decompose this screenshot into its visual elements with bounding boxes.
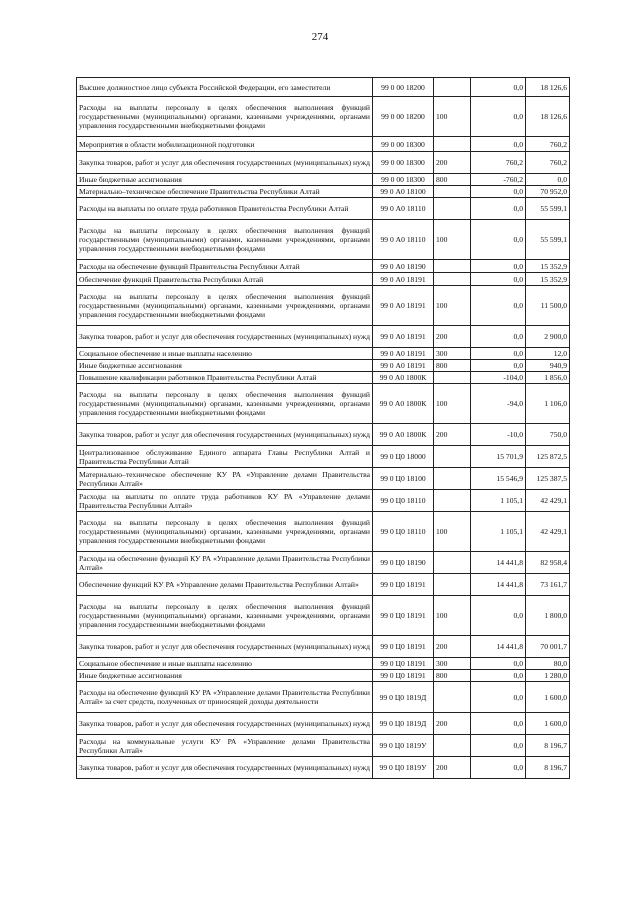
expense-type-cell bbox=[434, 372, 471, 384]
expense-name-cell: Иные бюджетные ассигнования bbox=[77, 360, 373, 372]
change-amount-cell: 0,0 bbox=[471, 186, 526, 198]
expense-name-cell: Централизованное обслуживание Единого аппарата Главы Республики Алтай и Правительства Республики Алтай bbox=[77, 446, 373, 468]
expense-name-cell: Расходы на выплаты персоналу в целях обеспечения выполнения функций государственными (муниципальными) органами, казенными учреждениями, органами управления государственными внебюджетными фондами bbox=[77, 220, 373, 260]
target-article-cell: 99 0 А0 18190 bbox=[373, 260, 434, 273]
total-amount-cell: 15 352,9 bbox=[526, 260, 570, 273]
expense-type-cell: 800 bbox=[434, 174, 471, 186]
change-amount-cell: 760,2 bbox=[471, 152, 526, 174]
target-article-cell: 99 0 Ц0 1819Д bbox=[373, 682, 434, 713]
expense-type-cell: 200 bbox=[434, 757, 471, 779]
table-row bbox=[77, 152, 570, 174]
page-number: 274 bbox=[311, 31, 329, 43]
change-amount-cell: -760,2 bbox=[471, 174, 526, 186]
expense-name-cell: Социальное обеспечение и иные выплаты населению bbox=[77, 658, 373, 670]
table-row bbox=[77, 713, 570, 735]
total-amount-cell: 55 599,1 bbox=[526, 198, 570, 220]
expense-type-cell: 200 bbox=[434, 326, 471, 348]
target-article-cell: 99 0 А0 1800К bbox=[373, 372, 434, 384]
expense-type-cell: 100 bbox=[434, 97, 471, 137]
budget-table-body bbox=[77, 78, 570, 779]
expense-name-cell: Закупка товаров, работ и услуг для обеспечения государственных (муниципальных) нужд bbox=[77, 713, 373, 735]
target-article-cell: 99 0 А0 1800К bbox=[373, 384, 434, 424]
target-article-cell: 99 0 Ц0 1819Д bbox=[373, 713, 434, 735]
total-amount-cell: 15 352,9 bbox=[526, 273, 570, 286]
expense-type-cell bbox=[434, 78, 471, 97]
expense-name-cell: Расходы на обеспечение функций Правительства Республики Алтай bbox=[77, 260, 373, 273]
expense-name-cell: Расходы на выплаты персоналу в целях обеспечения выполнения функций государственными (муниципальными) органами, казенными учреждениями, органами управления государственными внебюджетными фондами bbox=[77, 596, 373, 636]
table-row bbox=[77, 326, 570, 348]
expense-name-cell: Мероприятия в области мобилизационной подготовки bbox=[77, 137, 373, 152]
total-amount-cell: 760,2 bbox=[526, 137, 570, 152]
expense-type-cell: 300 bbox=[434, 658, 471, 670]
change-amount-cell: 14 441,8 bbox=[471, 552, 526, 574]
table-row bbox=[77, 273, 570, 286]
target-article-cell: 99 0 Ц0 18191 bbox=[373, 574, 434, 596]
target-article-cell: 99 0 Ц0 18191 bbox=[373, 636, 434, 658]
target-article-cell: 99 0 А0 18191 bbox=[373, 286, 434, 326]
total-amount-cell: 8 196,7 bbox=[526, 735, 570, 757]
expense-name-cell: Расходы на обеспечение функций КУ РА «Управление делами Правительства Республики Алтай» за счет средств, полученных от приносящей доходы деятельности bbox=[77, 682, 373, 713]
table-row bbox=[77, 670, 570, 682]
expense-type-cell bbox=[434, 186, 471, 198]
expense-name-cell: Закупка товаров, работ и услуг для обеспечения государственных (муниципальных) нужд bbox=[77, 326, 373, 348]
expense-name-cell: Социальное обеспечение и иные выплаты населению bbox=[77, 348, 373, 360]
total-amount-cell: 18 126,6 bbox=[526, 78, 570, 97]
expense-name-cell: Расходы на выплаты по оплате труда работников КУ РА «Управление делами Правительства Республики Алтай» bbox=[77, 490, 373, 512]
total-amount-cell: 8 196,7 bbox=[526, 757, 570, 779]
target-article-cell: 99 0 А0 1800К bbox=[373, 424, 434, 446]
total-amount-cell: 1 856,0 bbox=[526, 372, 570, 384]
expense-name-cell: Расходы на выплаты персоналу в целях обеспечения выполнения функций государственными (муниципальными) органами, казенными учреждениями, органами управления государственными внебюджетными фондами bbox=[77, 97, 373, 137]
change-amount-cell: 0,0 bbox=[471, 286, 526, 326]
change-amount-cell: 0,0 bbox=[471, 360, 526, 372]
expense-type-cell bbox=[434, 273, 471, 286]
expense-name-cell: Материально–техническое обеспечение КУ РА «Управление делами Правительства Республики Алтай» bbox=[77, 468, 373, 490]
change-amount-cell: 0,0 bbox=[471, 260, 526, 273]
total-amount-cell: 70 952,0 bbox=[526, 186, 570, 198]
expense-type-cell bbox=[434, 490, 471, 512]
table-row bbox=[77, 735, 570, 757]
expense-type-cell: 800 bbox=[434, 670, 471, 682]
expense-name-cell: Иные бюджетные ассигнования bbox=[77, 670, 373, 682]
change-amount-cell: 0,0 bbox=[471, 713, 526, 735]
table-row bbox=[77, 78, 570, 97]
total-amount-cell: 42 429,1 bbox=[526, 512, 570, 552]
expense-name-cell: Повышение квалификации работников Правительства Республики Алтай bbox=[77, 372, 373, 384]
change-amount-cell: 15 701,9 bbox=[471, 446, 526, 468]
expense-type-cell: 200 bbox=[434, 636, 471, 658]
target-article-cell: 99 0 Ц0 18000 bbox=[373, 446, 434, 468]
expense-type-cell bbox=[434, 260, 471, 273]
expense-type-cell bbox=[434, 682, 471, 713]
total-amount-cell: 18 126,6 bbox=[526, 97, 570, 137]
expense-name-cell: Закупка товаров, работ и услуг для обеспечения государственных (муниципальных) нужд bbox=[77, 757, 373, 779]
expense-type-cell bbox=[434, 468, 471, 490]
total-amount-cell: 73 161,7 bbox=[526, 574, 570, 596]
target-article-cell: 99 0 00 18200 bbox=[373, 78, 434, 97]
target-article-cell: 99 0 00 18200 bbox=[373, 97, 434, 137]
change-amount-cell: 14 441,8 bbox=[471, 574, 526, 596]
target-article-cell: 99 0 Ц0 1819У bbox=[373, 735, 434, 757]
change-amount-cell: 0,0 bbox=[471, 757, 526, 779]
change-amount-cell: 0,0 bbox=[471, 97, 526, 137]
table-row bbox=[77, 286, 570, 326]
expense-type-cell: 100 bbox=[434, 286, 471, 326]
table-row bbox=[77, 137, 570, 152]
expense-type-cell: 100 bbox=[434, 384, 471, 424]
target-article-cell: 99 0 А0 18100 bbox=[373, 186, 434, 198]
expense-type-cell bbox=[434, 735, 471, 757]
change-amount-cell: 0,0 bbox=[471, 670, 526, 682]
table-row bbox=[77, 490, 570, 512]
table-row bbox=[77, 260, 570, 273]
budget-table bbox=[76, 77, 570, 779]
total-amount-cell: 1 106,0 bbox=[526, 384, 570, 424]
expense-type-cell: 800 bbox=[434, 360, 471, 372]
change-amount-cell: 0,0 bbox=[471, 273, 526, 286]
target-article-cell: 99 0 Ц0 18110 bbox=[373, 490, 434, 512]
target-article-cell: 99 0 00 18300 bbox=[373, 137, 434, 152]
table-row bbox=[77, 360, 570, 372]
target-article-cell: 99 0 А0 18110 bbox=[373, 198, 434, 220]
change-amount-cell: 0,0 bbox=[471, 682, 526, 713]
expense-type-cell: 100 bbox=[434, 512, 471, 552]
change-amount-cell: 0,0 bbox=[471, 596, 526, 636]
target-article-cell: 99 0 00 18300 bbox=[373, 174, 434, 186]
expense-type-cell bbox=[434, 137, 471, 152]
total-amount-cell: 0,0 bbox=[526, 174, 570, 186]
table-row bbox=[77, 636, 570, 658]
total-amount-cell: 1 800,0 bbox=[526, 596, 570, 636]
total-amount-cell: 80,0 bbox=[526, 658, 570, 670]
change-amount-cell: 1 105,1 bbox=[471, 512, 526, 552]
total-amount-cell: 70 001,7 bbox=[526, 636, 570, 658]
total-amount-cell: 55 599,1 bbox=[526, 220, 570, 260]
table-row bbox=[77, 384, 570, 424]
expense-name-cell: Расходы на выплаты персоналу в целях обеспечения выполнения функций государственными (муниципальными) органами, казенными учреждениями, органами управления государственными внебюджетными фондами bbox=[77, 384, 373, 424]
total-amount-cell: 2 900,0 bbox=[526, 326, 570, 348]
target-article-cell: 99 0 Ц0 18191 bbox=[373, 596, 434, 636]
target-article-cell: 99 0 Ц0 18191 bbox=[373, 658, 434, 670]
total-amount-cell: 82 958,4 bbox=[526, 552, 570, 574]
target-article-cell: 99 0 00 18300 bbox=[373, 152, 434, 174]
expense-type-cell: 200 bbox=[434, 152, 471, 174]
expense-name-cell: Высшее должностное лицо субъекта Российской Федерации, его заместители bbox=[77, 78, 373, 97]
expense-name-cell: Материально–техническое обеспечение Правительства Республики Алтай bbox=[77, 186, 373, 198]
table-row bbox=[77, 512, 570, 552]
change-amount-cell: -104,0 bbox=[471, 372, 526, 384]
change-amount-cell: 0,0 bbox=[471, 220, 526, 260]
target-article-cell: 99 0 А0 18191 bbox=[373, 360, 434, 372]
expense-type-cell bbox=[434, 574, 471, 596]
target-article-cell: 99 0 А0 18191 bbox=[373, 326, 434, 348]
total-amount-cell: 125 387,5 bbox=[526, 468, 570, 490]
target-article-cell: 99 0 Ц0 18191 bbox=[373, 670, 434, 682]
expense-name-cell: Закупка товаров, работ и услуг для обеспечения государственных (муниципальных) нужд bbox=[77, 636, 373, 658]
table-row bbox=[77, 757, 570, 779]
table-row bbox=[77, 424, 570, 446]
change-amount-cell: 0,0 bbox=[471, 735, 526, 757]
target-article-cell: 99 0 Ц0 18190 bbox=[373, 552, 434, 574]
table-row bbox=[77, 552, 570, 574]
total-amount-cell: 125 872,5 bbox=[526, 446, 570, 468]
table-row bbox=[77, 446, 570, 468]
expense-type-cell bbox=[434, 198, 471, 220]
table-row bbox=[77, 97, 570, 137]
total-amount-cell: 11 500,0 bbox=[526, 286, 570, 326]
change-amount-cell: -10,0 bbox=[471, 424, 526, 446]
expense-name-cell: Закупка товаров, работ и услуг для обеспечения государственных (муниципальных) нужд bbox=[77, 424, 373, 446]
total-amount-cell: 1 600,0 bbox=[526, 713, 570, 735]
target-article-cell: 99 0 Ц0 18100 bbox=[373, 468, 434, 490]
expense-name-cell: Расходы на коммунальные услуги КУ РА «Управление делами Правительства Республики Алтай» bbox=[77, 735, 373, 757]
target-article-cell: 99 0 А0 18191 bbox=[373, 348, 434, 360]
expense-type-cell: 200 bbox=[434, 424, 471, 446]
total-amount-cell: 750,0 bbox=[526, 424, 570, 446]
expense-name-cell: Расходы на выплаты персоналу в целях обеспечения выполнения функций государственными (муниципальными) органами, казенными учреждениями, органами управления государственными внебюджетными фондами bbox=[77, 512, 373, 552]
expense-type-cell: 100 bbox=[434, 596, 471, 636]
table-row bbox=[77, 186, 570, 198]
table-row bbox=[77, 658, 570, 670]
expense-name-cell: Иные бюджетные ассигнования bbox=[77, 174, 373, 186]
total-amount-cell: 1 280,0 bbox=[526, 670, 570, 682]
table-row bbox=[77, 198, 570, 220]
total-amount-cell: 42 429,1 bbox=[526, 490, 570, 512]
target-article-cell: 99 0 А0 18191 bbox=[373, 273, 434, 286]
change-amount-cell: 0,0 bbox=[471, 326, 526, 348]
expense-type-cell bbox=[434, 446, 471, 468]
table-row bbox=[77, 372, 570, 384]
change-amount-cell: 1 105,1 bbox=[471, 490, 526, 512]
expense-type-cell: 300 bbox=[434, 348, 471, 360]
table-row bbox=[77, 220, 570, 260]
table-row bbox=[77, 468, 570, 490]
change-amount-cell: 0,0 bbox=[471, 137, 526, 152]
total-amount-cell: 940,9 bbox=[526, 360, 570, 372]
change-amount-cell: 0,0 bbox=[471, 658, 526, 670]
table-row bbox=[77, 574, 570, 596]
total-amount-cell: 12,0 bbox=[526, 348, 570, 360]
expense-name-cell: Закупка товаров, работ и услуг для обеспечения государственных (муниципальных) нужд bbox=[77, 152, 373, 174]
target-article-cell: 99 0 А0 18110 bbox=[373, 220, 434, 260]
total-amount-cell: 1 600,0 bbox=[526, 682, 570, 713]
change-amount-cell: 0,0 bbox=[471, 78, 526, 97]
total-amount-cell: 760,2 bbox=[526, 152, 570, 174]
expense-name-cell: Обеспечение функций Правительства Республики Алтай bbox=[77, 273, 373, 286]
expense-type-cell: 100 bbox=[434, 220, 471, 260]
table-row bbox=[77, 682, 570, 713]
expense-type-cell bbox=[434, 552, 471, 574]
change-amount-cell: -94,0 bbox=[471, 384, 526, 424]
table-row bbox=[77, 596, 570, 636]
expense-name-cell: Обеспечение функций КУ РА «Управление делами Правительства Республики Алтай» bbox=[77, 574, 373, 596]
table-row bbox=[77, 174, 570, 186]
table-row bbox=[77, 348, 570, 360]
expense-type-cell: 200 bbox=[434, 713, 471, 735]
change-amount-cell: 0,0 bbox=[471, 198, 526, 220]
change-amount-cell: 0,0 bbox=[471, 348, 526, 360]
target-article-cell: 99 0 Ц0 1819У bbox=[373, 757, 434, 779]
change-amount-cell: 15 546,9 bbox=[471, 468, 526, 490]
target-article-cell: 99 0 Ц0 18110 bbox=[373, 512, 434, 552]
change-amount-cell: 14 441,8 bbox=[471, 636, 526, 658]
expense-name-cell: Расходы на выплаты персоналу в целях обеспечения выполнения функций государственными (муниципальными) органами, казенными учреждениями, органами управления государственными внебюджетными фондами bbox=[77, 286, 373, 326]
expense-name-cell: Расходы на обеспечение функций КУ РА «Управление делами Правительства Республики Алтай» bbox=[77, 552, 373, 574]
expense-name-cell: Расходы на выплаты по оплате труда работников Правительства Республики Алтай bbox=[77, 198, 373, 220]
